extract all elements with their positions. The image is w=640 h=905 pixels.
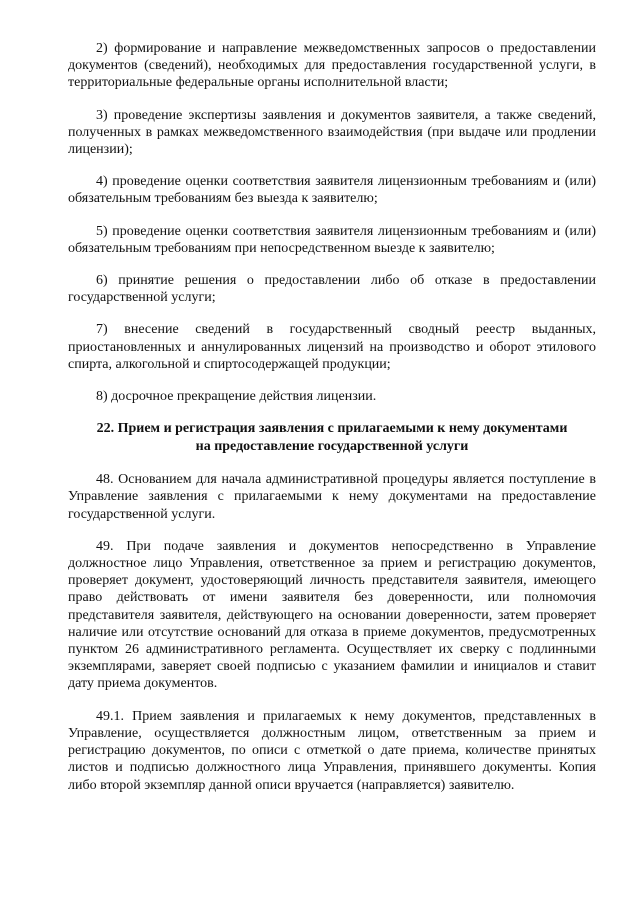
section-heading-line-2: на предоставление государственной услуги: [195, 438, 469, 454]
document-page: [68, 40, 596, 809]
list-item-6: 6) принятие решения о предоставлении либо об отказе в предоставлении государственной услуги;: [68, 273, 596, 306]
list-item-8: 8) досрочное прекращение действия лицензии.: [96, 389, 377, 405]
paragraph-49: 49. При подаче заявления и документов непосредственно в Управление должностное лицо Управления, ответственное за прием и регистрацию документов, проверяет документ, удостоверяющий личность представителя заявителя, имеющего право действовать от имени заявителя без доверенности, или полномочия представителя заявителя, действующего на основании доверенности, затем проверяет наличие или отсутствие оснований для отказа в приеме документов, предусмотренных пунктом 26 административного регламента. Осуществляет их сверку с подлинными экземплярами, заверяет своей подписью с указанием фамилии и инициалов и ставит дату приема документов.: [68, 538, 596, 692]
list-item-7: 7) внесение сведений в государственный сводный реестр выданных, приостановленных и аннулированных лицензий на производство и оборот этилового спирта, алкогольной и спиртосодержащей продукции;: [68, 322, 596, 372]
section-heading-line-1: 22. Прием и регистрация заявления с прилагаемыми к нему документами: [96, 421, 568, 437]
list-item-5: 5) проведение оценки соответствия заявителя лицензионным требованиям и (или) обязательным требованиям при непосредственном выезде к заявителю;: [68, 223, 596, 256]
paragraph-49-1: 49.1. Прием заявления и прилагаемых к нему документов, представленных в Управление, осуществляется должностным лицом, ответственным за прием и регистрацию документов, по описи с отметкой о дате приема, количестве принятых листов и подписью должностного лица Управления, принявшего документы. Копия либо второй экземпляр данной описи вручается (направляется) заявителю.: [68, 708, 596, 793]
paragraph-48: 48. Основанием для начала административной процедуры является поступление в Управление заявления с прилагаемыми к нему документами на предоставление государственной услуги.: [68, 472, 596, 522]
section-heading: [68, 420, 596, 455]
list-item-3: 3) проведение экспертизы заявления и документов заявителя, а также сведений, полученных в рамках межведомственного взаимодействия (при выдаче или продлении лицензии);: [68, 107, 596, 158]
list-item-2: 2) формирование и направление межведомственных запросов о предоставлении документов (сведений), необходимых для предоставления государственной услуги, в территориальные федеральные органы исполнительной власти;: [68, 41, 596, 91]
list-item-4: 4) проведение оценки соответствия заявителя лицензионным требованиям и (или) обязательным требованиям без выезда к заявителю;: [68, 174, 596, 207]
